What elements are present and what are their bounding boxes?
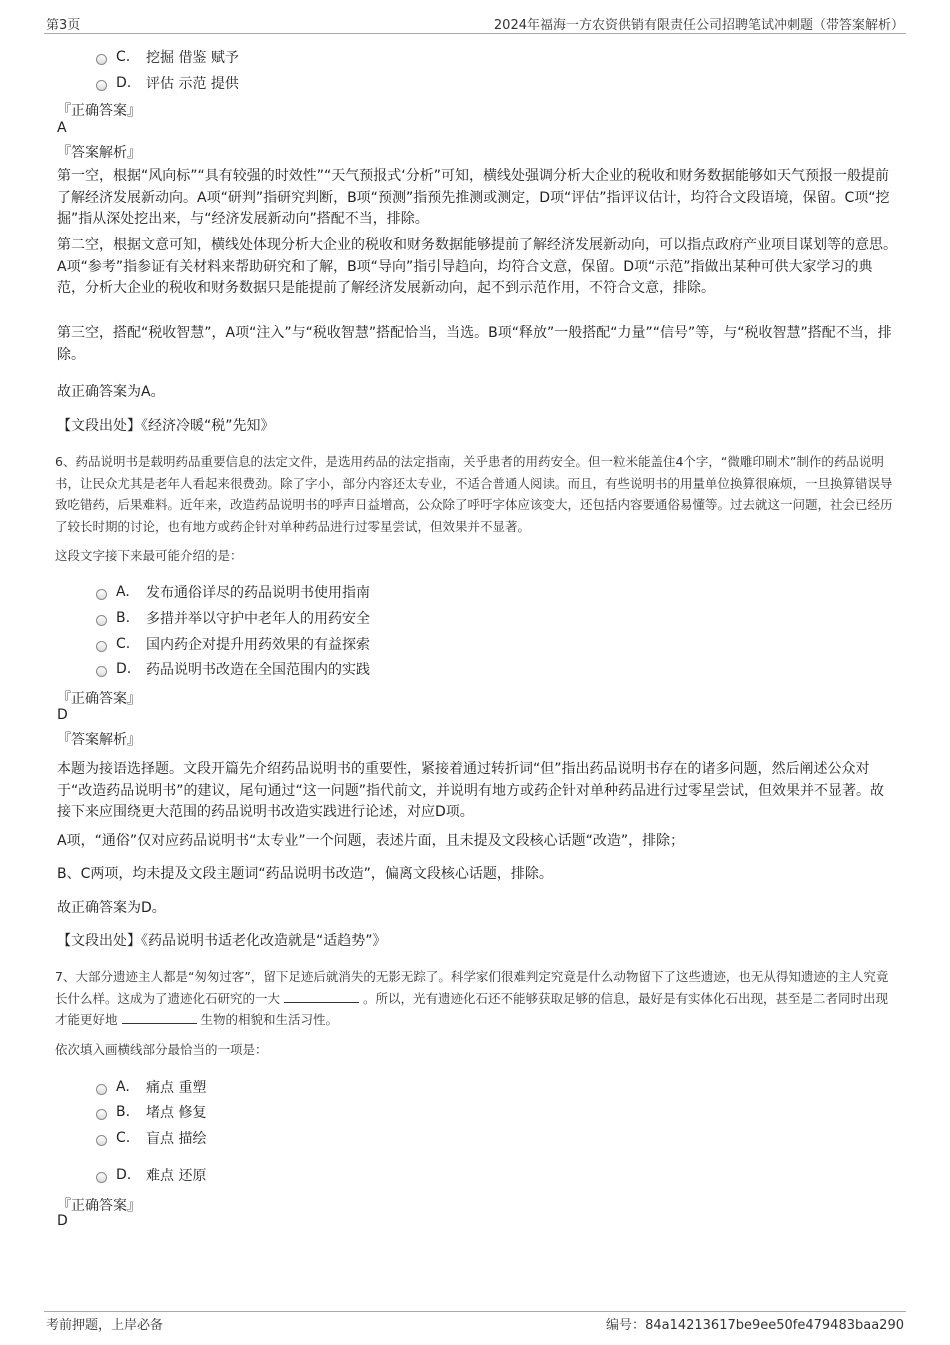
option-d[interactable]: D. 难点 还原 xyxy=(96,1165,206,1185)
option-c[interactable]: C. 国内药企对提升用药效果的有益探索 xyxy=(96,634,370,654)
option-c[interactable]: C. 挖掘 借鉴 赋予 xyxy=(96,47,239,67)
footer-divider xyxy=(44,1311,906,1312)
blank-2 xyxy=(122,1011,197,1024)
radio-icon[interactable] xyxy=(96,80,107,91)
answer: A xyxy=(57,120,67,136)
answer-label: 『正确答案』 xyxy=(57,1198,141,1214)
source: 【文段出处】《药品说明书适老化改造就是“适趋势”》 xyxy=(57,933,387,949)
radio-icon[interactable] xyxy=(96,615,107,626)
radio-icon[interactable] xyxy=(96,1084,107,1095)
radio-icon[interactable] xyxy=(96,1109,107,1120)
analysis-paragraph: 第一空，根据“风向标”“具有较强的时效性”“天气预报式‘分析”可知，横线处强调分析大企业的税收和财务数据能够如天气预报一般提前了解经济发展新动向。A项“研判”指研究判断，B项“预测”指预先推测或测定，D项“评估”指评议估计，均符合文段语境，保留。C项“挖掘”指从深处挖出来，与“经济发展新动向”搭配不当，排除。 xyxy=(57,168,890,227)
serial-number: 编号：84a14213617be9ee50fe479483baa290 xyxy=(606,1318,904,1333)
radio-icon[interactable] xyxy=(96,589,107,600)
question-stem: 6、药品说明书是载明药品重要信息的法定文件，是选用药品的法定指南，关乎患者的用药安全。但一粒米能盖住4个字，“微雕印刷术”制作的药品说明书，让民众尤其是老年人看起来很费劲。除了字小，部分内容还太专业，不适合普通人阅读。而且，有些说明书的用量单位换算很麻烦，一旦换算错误导致吃错药，后果难料。近年来，改造药品说明书的呼声日益增高，公众除了呼吁字体应该变大，还包括内容要通俗易懂等。过去就这一问题，社会已经历了较长时期的讨论，也有地方或药企针对单种药品进行过零星尝试，但效果并不显著。 xyxy=(55,454,893,534)
analysis-paragraph: 第三空，搭配“税收智慧”，A项“注入”与“税收智慧”搭配恰当，当选。B项“释放”一般搭配“力量”“信号”等，与“税收智慧”搭配不当，排除。 xyxy=(57,325,892,363)
answer-label: 『正确答案』 xyxy=(57,691,141,707)
radio-icon[interactable] xyxy=(96,666,107,677)
blank-1 xyxy=(284,990,359,1003)
option-b[interactable]: B. 堵点 修复 xyxy=(96,1102,206,1122)
conclusion: 故正确答案为D。 xyxy=(57,900,166,916)
analysis-paragraph: 本题为接语选择题。文段开篇先介绍药品说明书的重要性，紧接着通过转折词“但”指出药品说明书存在的诸多问题，然后阐述公众对于“改造药品说明书”的建议，尾句通过“这一问题”指代前文，并说明有地方或药企针对单种药品进行过零星尝试，但效果并不显著。故接下来应围绕更大范围的药品说明书改造实践进行论述，对应D项。 xyxy=(57,761,885,820)
question-stem: 7、大部分遗迹主人都是“匆匆过客”，留下足迹后就消失的无影无踪了。科学家们很难判定究竟是什么动物留下了这些遗迹，也无从得知遗迹的主人究竟长什么样。这成为了遗迹化石研究的一大 。所以，光有遗迹化石还不能够获取足够的信息，最好是有实体化石出现，甚至是二者同时出现才能更好地 生物的相貌和生活习性。 xyxy=(55,969,889,1027)
conclusion: 故正确答案为A。 xyxy=(57,384,165,400)
answer-label: 『正确答案』 xyxy=(57,103,141,119)
radio-icon[interactable] xyxy=(96,1135,107,1146)
header-divider xyxy=(44,33,906,34)
source: 【文段出处】《经济冷暖“税”先知》 xyxy=(57,418,275,434)
analysis-label: 『答案解析』 xyxy=(57,145,141,161)
page-number: 第3页 xyxy=(46,18,81,33)
question-prompt: 这段文字接下来最可能介绍的是： xyxy=(55,548,243,563)
analysis-paragraph: 第二空，根据文意可知，横线处体现分析大企业的税收和财务数据能够提前了解经济发展新动向，可以指点政府产业项目谋划等的意思。A项“参考”指参证有关材料来帮助研究和了解，B项“导向”指引导趋向，均符合文意，保留。D项“示范”指做出某种可供大家学习的典范，分析大企业的税收和财务数据只是能提前了解经济发展新动向，起不到示范作用，不符合文意，排除。 xyxy=(57,237,897,296)
option-a[interactable]: A. 痛点 重塑 xyxy=(96,1077,206,1097)
radio-icon[interactable] xyxy=(96,54,107,65)
option-b[interactable]: B. 多措并举以守护中老年人的用药安全 xyxy=(96,608,370,628)
radio-icon[interactable] xyxy=(96,1172,107,1183)
analysis-paragraph: A项，“通俗”仅对应药品说明书“太专业”一个问题，表述片面，且未提及文段核心话题“改造”，排除； xyxy=(57,833,685,849)
analysis-label: 『答案解析』 xyxy=(57,732,141,748)
radio-icon[interactable] xyxy=(96,641,107,652)
footer-slogan: 考前押题，上岸必备 xyxy=(46,1318,164,1333)
option-d[interactable]: D. 药品说明书改造在全国范围内的实践 xyxy=(96,659,370,679)
answer: D xyxy=(57,1213,68,1229)
question-prompt: 依次填入画横线部分最恰当的一项是： xyxy=(55,1042,268,1057)
answer: D xyxy=(57,707,68,723)
analysis-paragraph: B、C两项，均未提及文段主题词“药品说明书改造”，偏离文段核心话题，排除。 xyxy=(57,866,553,882)
option-a[interactable]: A. 发布通俗详尽的药品说明书使用指南 xyxy=(96,582,370,602)
option-d[interactable]: D. 评估 示范 提供 xyxy=(96,73,239,93)
document-title: 2024年福海一方农资供销有限责任公司招聘笔试冲刺题（带答案解析） xyxy=(493,18,904,33)
option-c[interactable]: C. 盲点 描绘 xyxy=(96,1128,206,1148)
